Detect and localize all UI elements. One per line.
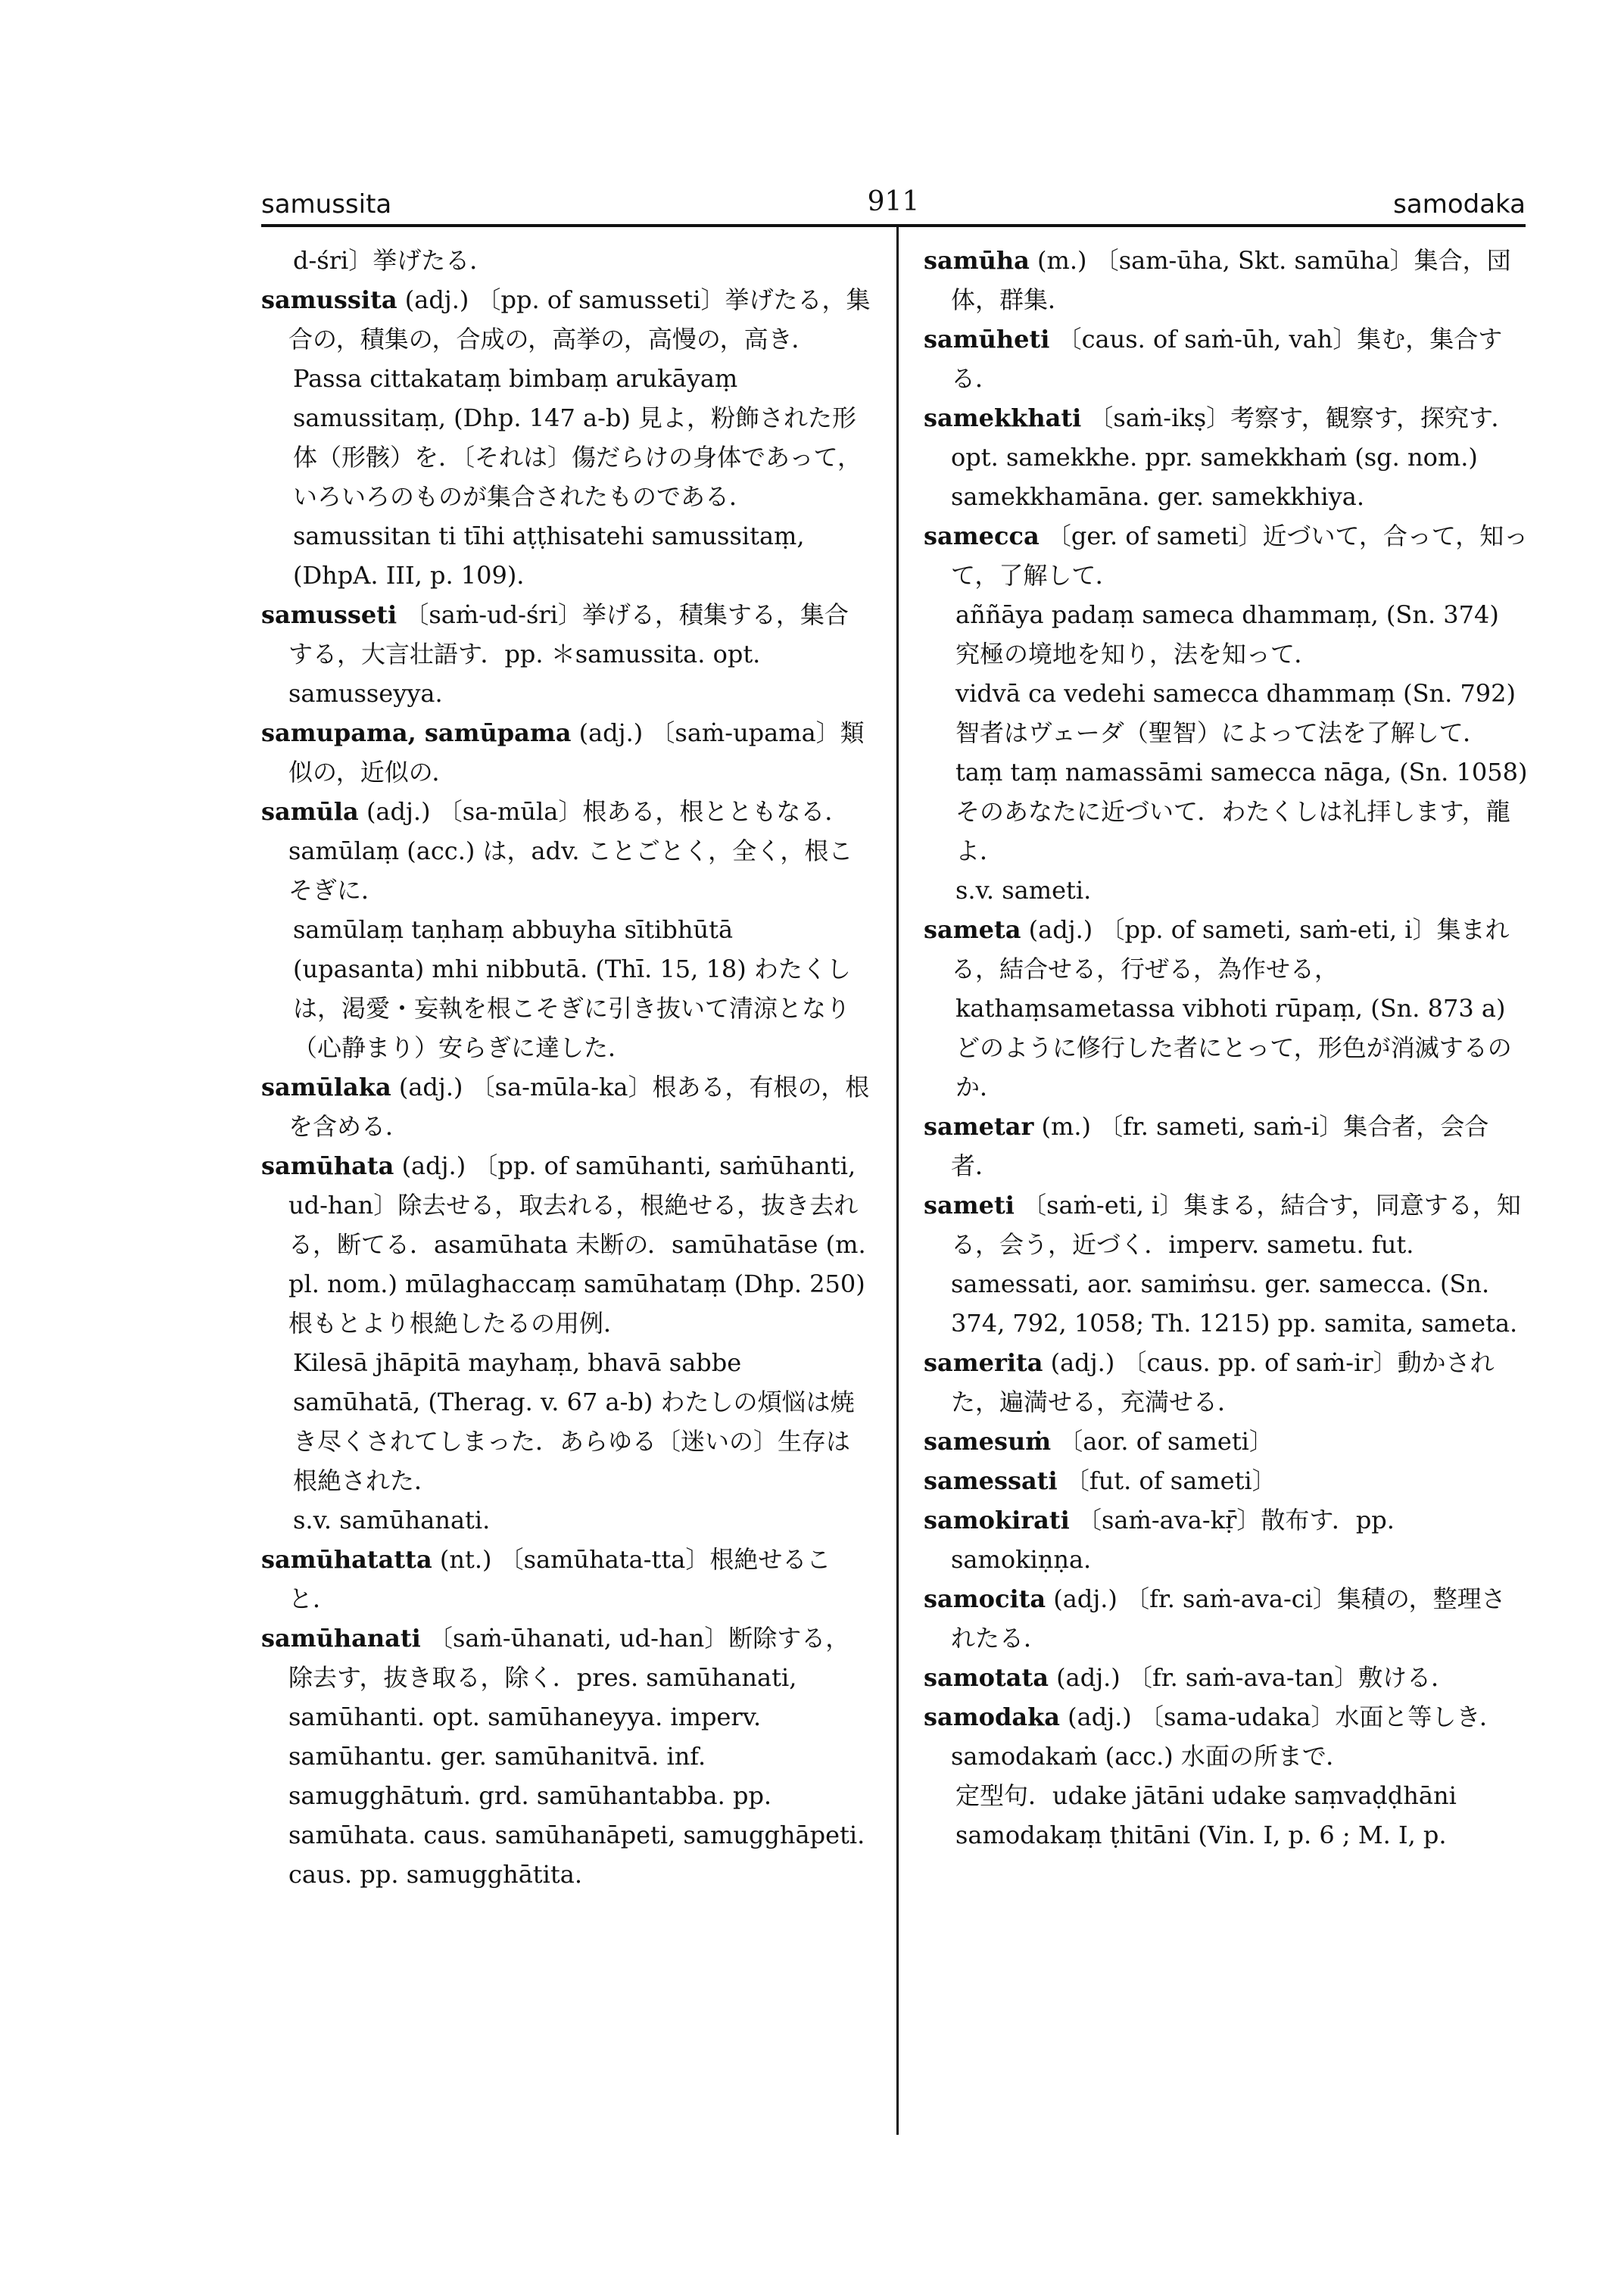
definition: (adj.) 〔sa-mūla-ka〕根ある，有根の，根を含める． [288,1073,870,1141]
entry-samodaka [924,1697,1529,1776]
header-left-guide-word: samussita [261,189,392,220]
entry-samusseti [261,595,871,713]
quote-samecca-1 [924,595,1529,674]
headword: samūla [261,797,359,826]
cont-line [261,241,871,280]
quote-samussita-2 [261,516,871,595]
headword: samerita [924,1348,1043,1377]
entry-samuhata [261,1146,871,1343]
headword: sameta [924,915,1021,944]
page-number: 911 [867,186,920,217]
entry-text: s.v. sameti. [955,876,1092,905]
entry-samesum [924,1422,1529,1461]
definition: (adj.) 〔pp. of samusseti〕挙げたる，集合の，積集の，合成の，高挙の，高慢の，高き． [288,285,871,354]
header-right-guide-word: samodaka [1393,189,1526,220]
sv-samuhata [261,1500,871,1540]
definition: (adj.) 〔sa-mūla〕根ある，根とともなる．samūlaṃ (acc.) は，adv. ことごとく，全く，根こそぎに． [288,797,853,905]
headword: samodaka [924,1703,1060,1731]
quote-samecca-3 [924,752,1529,871]
entry-samessati [924,1461,1529,1500]
definition: 〔saṁ-ava-kṝ〕散布す．pp. samokiṇṇa. [951,1506,1395,1574]
entry-samekkhati [924,398,1529,516]
headword: samussita [261,285,397,314]
definition: (adj.) 〔sama-udaka〕水面と等しき．samodakaṁ (acc.) 水面の所まで． [951,1703,1504,1771]
definition: (nt.) 〔samūhata-tta〕根絶せること． [288,1545,831,1613]
definition: (adj.) 〔pp. of samūhanti, saṁūhanti, ud-han〕除去せる，取去れる，根絶せる，抜き去れる，断てる．asamūhata 未断の．samūhatāse (m. pl. nom.) mūlaghaccaṃ samūhataṃ (Dhp. 250) 根もとより根絶したるの用例． [288,1151,866,1338]
entry-text: Passa cittakataṃ bimbaṃ arukāyaṃ samussitaṃ, (Dhp. 147 a-b) 見よ，粉飾された形体（形骸）を．〔それは〕傷だらけの身体であって，いろいろのものが集合されたものである． [293,364,862,511]
entry-samuheti [924,319,1529,398]
definition: 〔ger. of sameti〕近づいて，合って，知って，了解して． [951,522,1529,590]
headword: samūlaka [261,1073,391,1101]
entry-sameti [924,1185,1529,1343]
entry-text: vidvā ca vedehi samecca dhammaṃ (Sn. 792) 智者はヴェーダ（聖智）によって法を了解して． [955,679,1516,747]
entry-samupama [261,713,871,792]
definition: 〔aor. of sameti〕 [1051,1427,1273,1456]
entry-sameta [924,910,1529,989]
quote-samula [261,910,871,1067]
headword: sameti [924,1191,1015,1220]
entry-samecca [924,516,1529,595]
entry-text: aññāya padaṃ sameca dhammaṃ, (Sn. 374) 究極の境地を知り，法を知って． [955,600,1499,668]
headword: samecca [924,522,1040,550]
definition: (m.) 〔sam-ūha, Skt. samūha〕集合，団体，群集． [951,246,1511,314]
headword: samupama, samūpama [261,718,572,747]
entry-samotata [924,1658,1529,1697]
quote-samussita-1 [261,359,871,516]
right-column [924,241,1529,1855]
definition: (adj.) 〔caus. pp. of saṁ-ir〕動かされた，遍満せる，充満せる． [951,1348,1495,1416]
entry-text: d-śri〕挙げたる． [293,246,494,275]
headword: samusseti [261,600,397,629]
entry-samula [261,792,871,910]
header-rule [261,224,1526,227]
entry-sametar [924,1107,1529,1185]
entry-text: 定型句．udake jātāni udake saṃvaḍḍhāni samodakaṃ ṭhitāni (Vin. I, p. 6 ; M. I, p. [955,1781,1457,1849]
headword: samūhanati [261,1624,421,1653]
entry-text: Kilesā jhāpitā mayhaṃ, bhavā sabbe samūhatā, (Therag. v. 67 a-b) わたしの煩悩は焼き尽くされてしまった．あらゆる〔迷いの〕生存は根絶された． [293,1348,855,1495]
headword: samekkhati [924,403,1082,432]
entry-samuha [924,241,1529,319]
headword: sametar [924,1112,1034,1141]
entry-samulaka [261,1067,871,1146]
sv-samecca [924,871,1529,910]
definition: (adj.) 〔pp. of sameti, saṁ-eti, i〕集まれる，結合せる，行ぜる，為作せる， [951,915,1510,983]
headword: samūhatatta [261,1545,432,1574]
definition: (adj.) 〔fr. saṁ-ava-ci〕集積の，整理されたる． [951,1584,1506,1653]
quote-samodaka [924,1776,1529,1855]
entry-text: samussitan ti tīhi aṭṭhisatehi samussitaṃ, (DhpA. III, p. 109)． [293,522,805,590]
definition: 〔saṁ-ikṣ〕考察す，観察す，探究す．opt. samekkhe. ppr. samekkhaṁ (sg. nom.) samekkhamāna. ger. samekkhiya. [951,403,1516,511]
entry-samuhanati [261,1618,871,1894]
quote-samecca-2 [924,674,1529,752]
page-header [261,180,1526,226]
headword: samesuṁ [924,1427,1052,1456]
headword: samūha [924,246,1030,275]
definition: (adj.) 〔fr. saṁ-ava-tan〕敷ける． [1048,1663,1456,1692]
definition: 〔caus. of saṁ-ūh, vah〕集む，集合する． [951,325,1503,393]
headword: samokirati [924,1506,1070,1534]
headword: samūhata [261,1151,394,1180]
entry-samussita [261,280,871,359]
entry-samerita [924,1343,1529,1422]
column-divider [896,227,899,2135]
entry-text: kathaṃsametassa vibhoti rūpaṃ, (Sn. 873 a) どのように修行した者にとって，形色が消滅するのか． [955,994,1512,1101]
definition: 〔saṁ-ud-śri〕挙げる，積集する，集合する，大言壮語す．pp. ＊samussita. opt. samusseyya. [288,600,849,708]
headword: samessati [924,1466,1058,1495]
definition: 〔fut. of sameti〕 [1057,1466,1276,1495]
definition: 〔saṁ-eti, i〕集まる，結合す，同意する，知る，会う，近づく．imperv. sametu. fut. samessati, aor. samiṁsu. ger. samecca. (Sn. 374, 792, 1058; Th. 1215) pp. samita, sameta. [951,1191,1521,1338]
headword: samūheti [924,325,1050,354]
entry-samuhatatta [261,1540,871,1618]
definition: (adj.) 〔saṁ-upama〕類似の，近似の． [288,718,865,787]
entry-samocita [924,1579,1529,1658]
definition: (m.) 〔fr. sameti, saṁ-i〕集合者，会合者． [951,1112,1489,1180]
headword: samocita [924,1584,1046,1613]
headword: samotata [924,1663,1049,1692]
entry-samokirati [924,1500,1529,1579]
left-column [261,241,871,1894]
definition: 〔saṁ-ūhanati, ud-han〕断除する，除去す，抜き取る，除く．pres. samūhanati, samūhanti. opt. samūhaneyya. imperv. samūhantu. ger. samūhanitvā. inf. samugghātuṁ. grd. samūhantabba. pp. samūhata. caus. samūhanāpeti, samugghāpeti. caus. pp. samugghātita. [288,1624,865,1889]
quote-samuhata [261,1343,871,1500]
entry-text: s.v. samūhanati. [293,1506,491,1534]
entry-text: taṃ taṃ namassāmi samecca nāga, (Sn. 1058) そのあなたに近づいて．わたくしは礼拝します，龍よ． [955,758,1528,865]
quote-sameta [924,989,1529,1107]
entry-text: samūlaṃ taṇhaṃ abbuyha sītibhūtā (upasanta) mhi nibbutā. (Thī. 15, 18) わたくしは，渇愛・妄執を根こそぎに引き抜いて清涼となり（心静まり）安らぎに達した． [293,915,851,1062]
